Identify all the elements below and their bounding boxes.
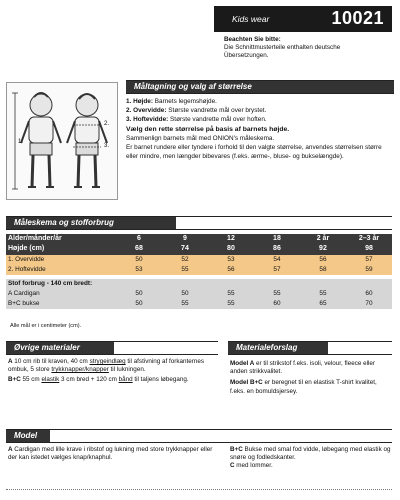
- table-row-ages: [6, 234, 392, 244]
- materials-a-text-2: til afstivning af forkanternes ombuk, 5 store: [8, 358, 205, 374]
- materials-a-text-3: til lukningen.: [108, 366, 146, 374]
- interfacing-term: strygeindlæg: [89, 358, 126, 365]
- table-cell: 65: [300, 299, 346, 309]
- table-cell: 54: [254, 255, 300, 265]
- model-bc: [230, 446, 392, 462]
- fabric-suggestion-bc-text: er beregnet til en elastisk T-shirt kvalitet, f.eks. en bomuldsjersey.: [230, 379, 377, 395]
- measure-item-chest-label: 2. Overvidde:: [126, 107, 167, 115]
- height-cell: 74: [162, 244, 208, 254]
- table-cell: 55: [300, 289, 346, 299]
- age-cell: 6: [116, 234, 162, 244]
- materials-bc-label: B+C: [8, 376, 21, 384]
- category-label: Kids wear: [232, 14, 270, 24]
- age-cell: 2 år: [300, 234, 346, 244]
- materials-bc-text-2: 3 cm bred + 120 cm: [59, 376, 119, 384]
- materials-bc-text-1: 55 cm: [20, 376, 42, 384]
- measure-instructions: [126, 98, 394, 162]
- age-cell: 18: [254, 234, 300, 244]
- model-a-description: Cardigan med lille krave i ribstof og lukning med store trykknapper eller der kan istedet vælges knap/knaphul.: [8, 446, 213, 462]
- compare-note: Sammenlign barnets mål med ONION's måleskema.: [126, 135, 275, 143]
- fabric-label: Stof forbrug - 140 cm bredt:: [6, 279, 392, 289]
- height-cell: 80: [208, 244, 254, 254]
- table-cell: 58: [300, 265, 346, 275]
- table-row-hip: [6, 265, 392, 275]
- table-cell: 52: [162, 255, 208, 265]
- table-cell: 53: [116, 265, 162, 275]
- model-a-label: A: [8, 446, 13, 453]
- table-cell: 56: [300, 255, 346, 265]
- materials-a: [8, 358, 218, 374]
- figure-label-2: 2.: [104, 121, 110, 127]
- size-chart-section-bar: [6, 216, 392, 230]
- model-c-label: C: [230, 462, 235, 470]
- notice-heading: Beachten Sie bitte:: [224, 36, 281, 43]
- measure-item-hip: [126, 116, 394, 124]
- height-cell: 86: [254, 244, 300, 254]
- table-row-fabric-heading: [6, 279, 392, 289]
- pattern-number: 10021: [331, 8, 384, 28]
- height-cell: 98: [346, 244, 392, 254]
- height-cell: 68: [116, 244, 162, 254]
- measure-item-chest-text: Største vandrette mål over brystet.: [166, 107, 267, 115]
- table-cell: 57: [254, 265, 300, 275]
- bottom-divider: [6, 489, 392, 490]
- materials-a-label: A: [8, 358, 13, 365]
- fabric-suggestion-text: [230, 360, 392, 396]
- measure-item-height-text: Barnets legemshøjde.: [153, 98, 217, 105]
- kids-measurement-illustration: [6, 82, 118, 200]
- size-heading: Vælg den rette størrelse på basis af barnets højde.: [126, 125, 290, 133]
- age-cell: 2–3 år: [346, 234, 392, 244]
- materials-bc: [8, 376, 218, 384]
- units-footnote: Alle mål er i centimeter (cm).: [10, 323, 82, 329]
- measure-section-title: Måltagning og valg af størrelse: [126, 81, 394, 93]
- row-label: B+C bukse: [6, 299, 116, 309]
- model-bc-label: B+C: [230, 446, 243, 453]
- row-label: A Cardigan: [6, 289, 116, 299]
- table-cell: 50: [116, 289, 162, 299]
- age-label: Alder/månder/år: [6, 234, 116, 244]
- model-bc-description: Bukse med smal fod vidde, løbegang med elastik og snøre og fodledskanter.: [230, 446, 391, 462]
- measure-item-chest: [126, 107, 394, 115]
- materials-text: [8, 358, 218, 385]
- elastic-term: elastik: [41, 376, 60, 384]
- model-title: Model: [6, 430, 50, 442]
- figure-label-1: 1.: [18, 139, 24, 145]
- fabric-suggestion-a-text: er til strikstof f.eks. isoli, velour, fleece eller anden strikkvalitet.: [230, 360, 375, 376]
- materials-section-bar: [6, 341, 218, 355]
- measure-item-height-label: 1. Højde:: [126, 98, 153, 105]
- figure-label-3: 3.: [104, 143, 110, 149]
- table-cell: 55: [162, 299, 208, 309]
- translation-notice: [224, 36, 394, 60]
- table-row-chest: [6, 255, 392, 265]
- model-c-description: med lommer.: [234, 462, 273, 470]
- ribbon-term: bånd: [118, 376, 133, 384]
- materials-bc-text-3: til taljens løbegang.: [132, 376, 189, 384]
- materials-a-text-1: 10 cm rib til kraven, 40 cm: [12, 358, 90, 365]
- pattern-header: [214, 6, 392, 32]
- table-cell: 57: [346, 255, 392, 265]
- fabric-suggestion-title: Materialeforslag: [228, 342, 328, 354]
- materials-title: Øvrige materialer: [6, 342, 114, 354]
- table-cell: 60: [346, 289, 392, 299]
- row-label: 1. Overvidde: [6, 255, 116, 265]
- size-chart-table: [6, 234, 392, 309]
- table-cell: 55: [162, 265, 208, 275]
- size-adjust-note: Er barnet rundere eller tyndere i forhold til den valgte størrelse, anvendes størrelsen større eller mindre, men længder bibevares (f.eks. ærme-, bluse- og bukselængde).: [126, 144, 382, 160]
- measure-item-height: [126, 98, 394, 106]
- measure-item-hip-text: Største vandrette mål over hoften.: [168, 116, 267, 124]
- fabric-suggestion-bc-label: Model B+C: [230, 379, 263, 387]
- table-cell: 56: [208, 265, 254, 275]
- children-figure-icon: [7, 83, 117, 199]
- table-cell: 50: [162, 289, 208, 299]
- measure-section-bar: [126, 80, 394, 94]
- table-cell: 70: [346, 299, 392, 309]
- table-cell: 55: [208, 289, 254, 299]
- age-cell: 9: [162, 234, 208, 244]
- table-row-heights: [6, 244, 392, 254]
- size-chart-title: Måleskema og stofforbrug: [6, 217, 176, 229]
- fabric-suggestion-section-bar: [228, 341, 392, 355]
- notice-line-2: Die Schnittmusterteile enthalten deutsche: [224, 43, 341, 51]
- table-cell: 55: [208, 299, 254, 309]
- notice-line-3: Übersetzungen.: [224, 51, 269, 59]
- model-bc-text: [230, 446, 392, 471]
- table-cell: 60: [254, 299, 300, 309]
- height-cell: 92: [300, 244, 346, 254]
- table-cell: 53: [208, 255, 254, 265]
- fabric-suggestion-a-label: Model A: [230, 360, 255, 367]
- model-a-text: [8, 446, 220, 462]
- fabric-suggestion-a: [230, 360, 392, 376]
- fabric-suggestion-bc: [230, 379, 392, 395]
- table-cell: 50: [116, 299, 162, 309]
- table-cell: 50: [116, 255, 162, 265]
- row-label: 2. Hoftevidde: [6, 265, 116, 275]
- model-section-bar: [6, 429, 392, 443]
- model-c: [230, 462, 392, 470]
- snaps-term: trykknapper/knapper: [51, 366, 109, 374]
- table-cell: 55: [254, 289, 300, 299]
- height-label: Højde (cm): [6, 244, 116, 254]
- measure-item-hip-label: 3. Hoftevidde:: [126, 116, 169, 124]
- table-row-cardigan: [6, 289, 392, 299]
- table-row-pants: [6, 299, 392, 309]
- table-cell: 59: [346, 265, 392, 275]
- age-cell: 12: [208, 234, 254, 244]
